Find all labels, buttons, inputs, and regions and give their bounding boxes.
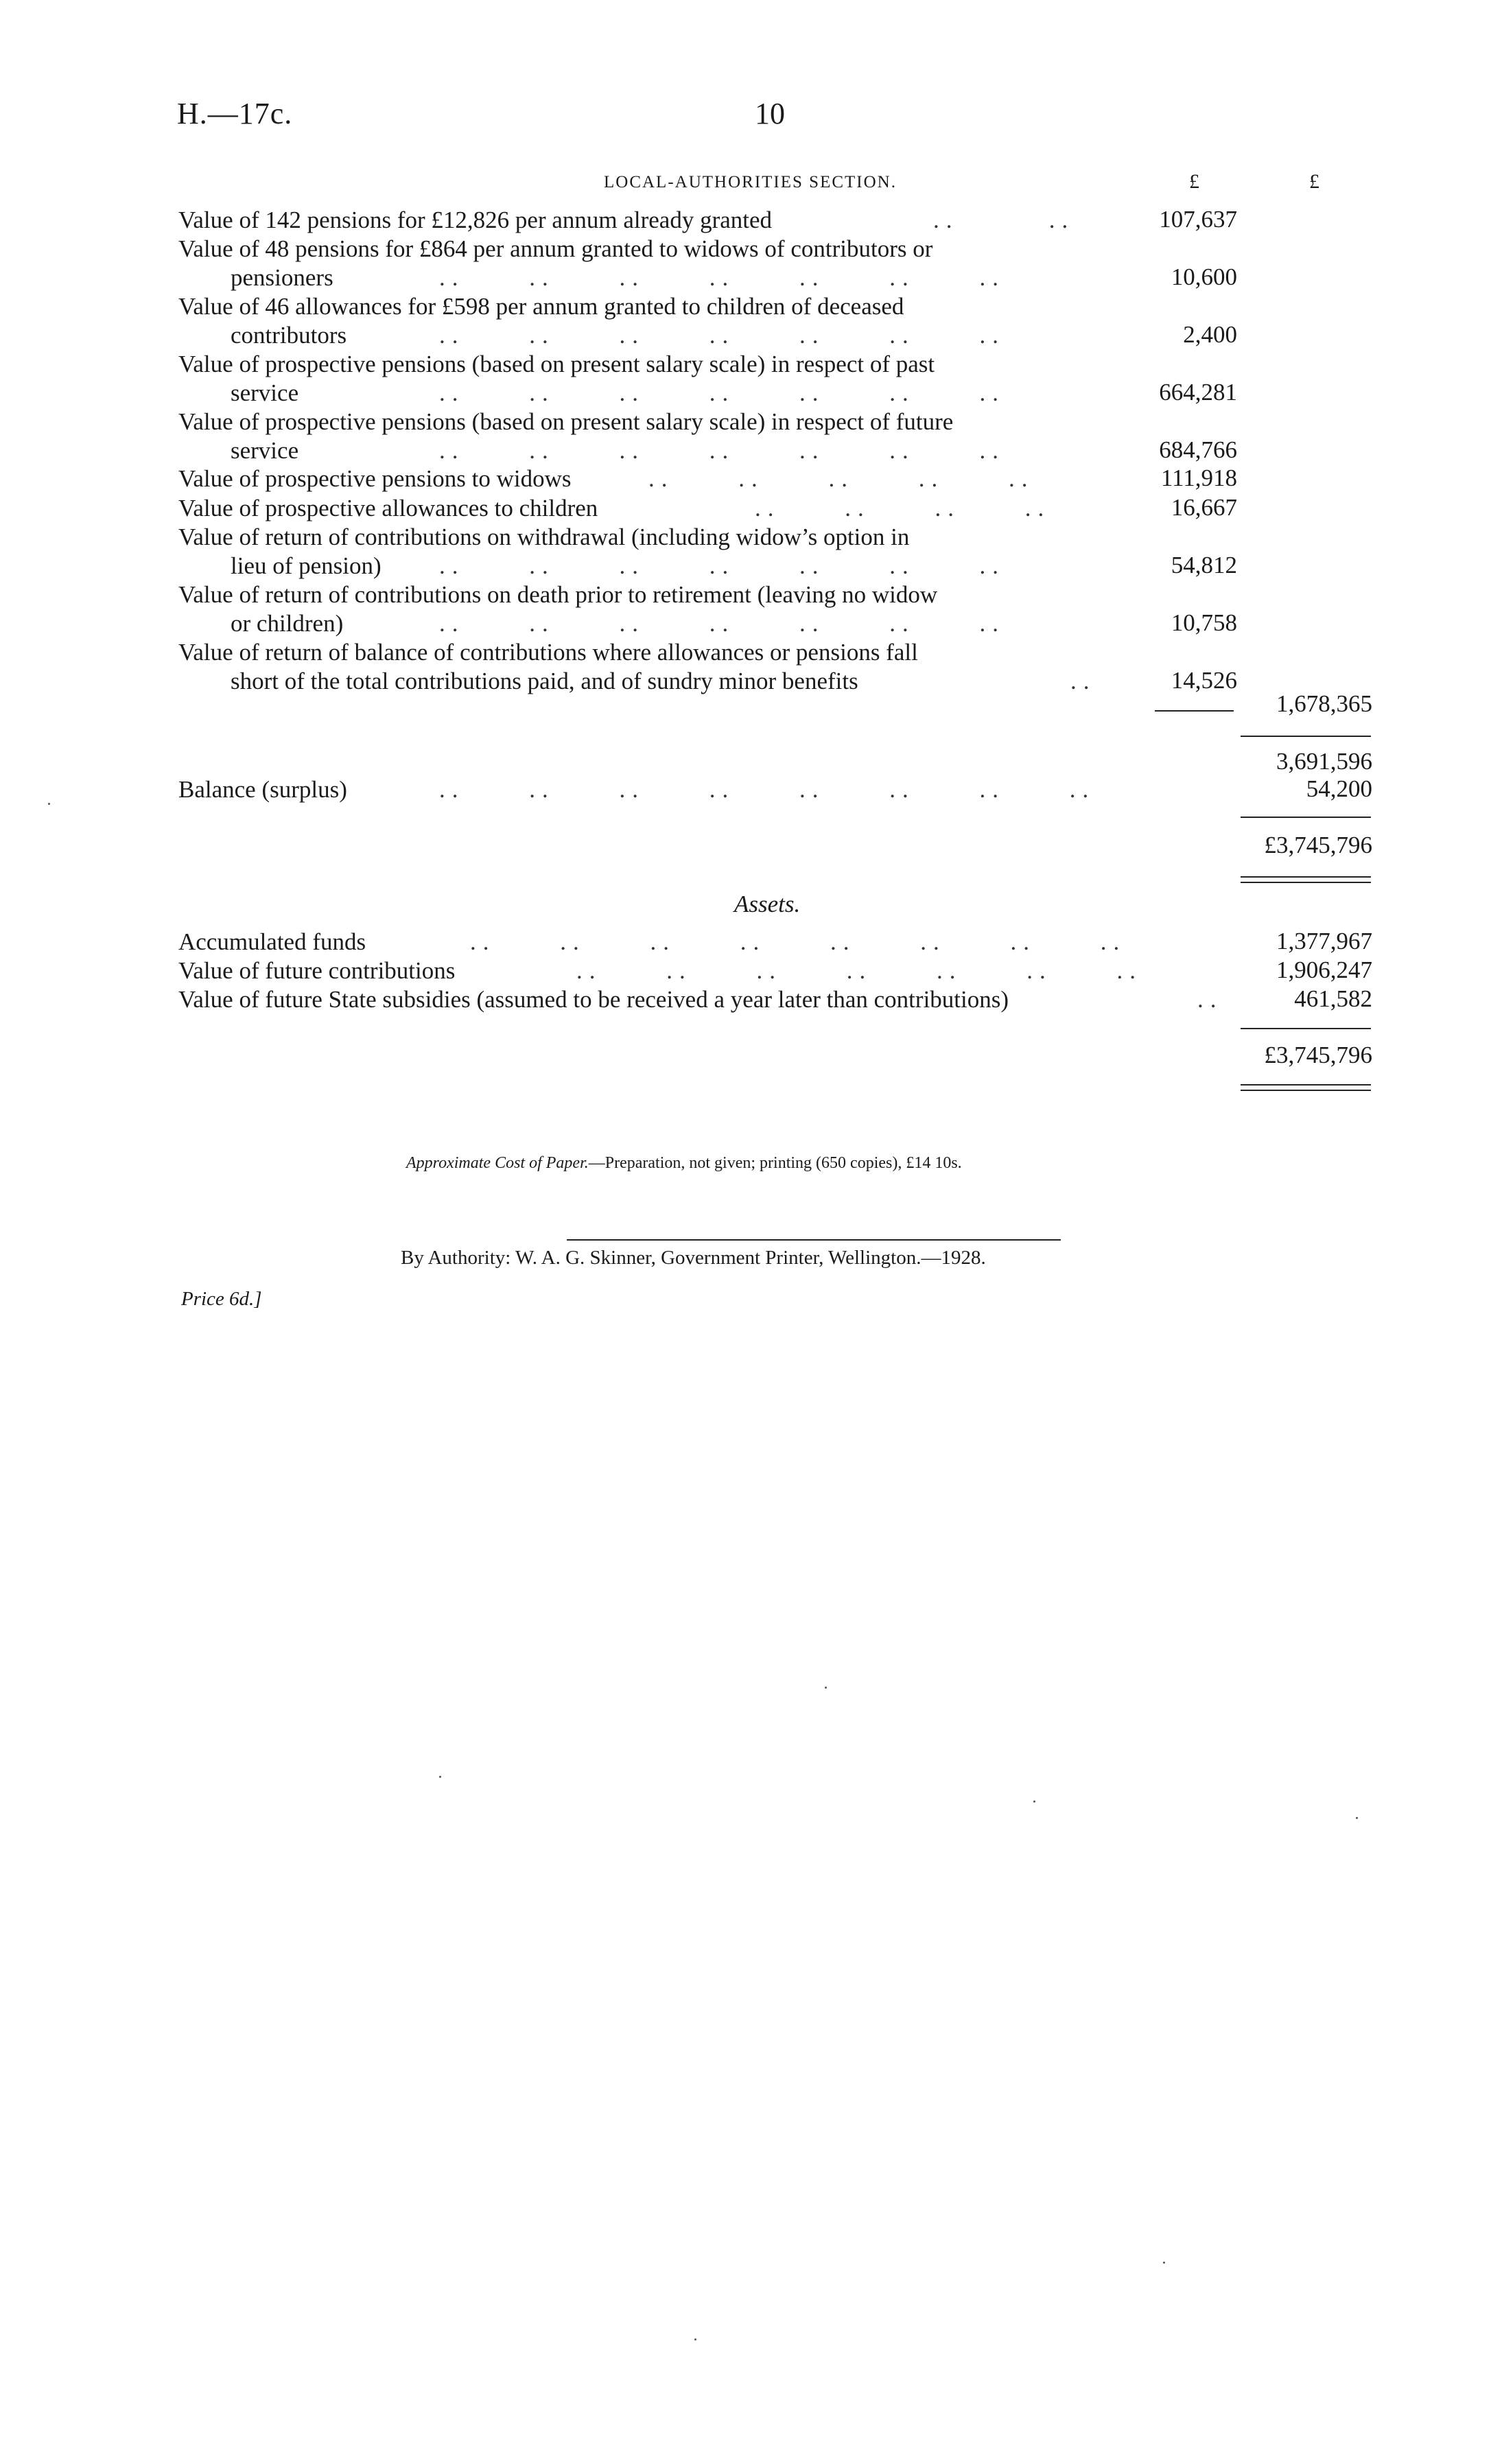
balance-underline [1241, 817, 1371, 818]
dot-leader: .. .. .. .. .. .. .. [439, 322, 1005, 349]
authority-line: By Authority: W. A. G. Skinner, Government Printer, Wellington.—1928. [401, 1247, 986, 1269]
liability-label: Value of prospective pensions (based on present salary scale) in respect of past [178, 351, 935, 377]
liability-label: Value of 48 pensions for £864 per annum granted to widows of contributors or [178, 235, 933, 262]
section-title: LOCAL-AUTHORITIES SECTION. [604, 173, 897, 191]
subtotal-underline [1241, 736, 1371, 737]
liability-label: Value of prospective allowances to children [178, 495, 598, 521]
liability-label: Value of 142 pensions for £12,826 per annum already granted [178, 207, 773, 233]
liabilities-grand-total: £3,745,796 [1264, 832, 1372, 858]
scan-speck [825, 1687, 827, 1689]
liability-label-continuation: contributors [231, 322, 347, 349]
asset-value: 1,906,247 [1276, 957, 1372, 983]
liability-value: 684,766 [1159, 436, 1237, 463]
dot-leader: .. .. .. .. .. .. .. [439, 264, 1005, 291]
dot-leader: .. .. .. .. .. .. .. [439, 379, 1005, 406]
asset-value: 1,377,967 [1276, 928, 1372, 954]
liability-label: Value of prospective pensions (based on present salary scale) in respect of future [178, 408, 954, 435]
asset-value: 461,582 [1294, 985, 1372, 1012]
cost-note-label: Approximate Cost of Paper. [406, 1154, 589, 1172]
scan-speck [1033, 1800, 1035, 1803]
liability-label: Value of return of contributions on death prior to retirement (leaving no widow [178, 581, 938, 608]
liability-label: Value of 46 allowances for £598 per annum granted to children of deceased [178, 293, 904, 320]
liability-label-continuation: service [231, 437, 299, 464]
dot-leader: .. .. .. .. .. .. .. [439, 552, 1005, 579]
liability-value: 111,918 [1160, 465, 1237, 491]
liability-label: Value of prospective pensions to widows [178, 465, 572, 492]
assets-double-rule [1241, 1084, 1371, 1091]
balance-value: 54,200 [1306, 775, 1372, 802]
price-line: Price 6d.] [181, 1288, 262, 1310]
assets-heading: Assets. [734, 891, 801, 917]
balance-label: Balance (surplus) [178, 776, 347, 803]
liability-label-continuation: lieu of pension) [231, 552, 381, 579]
liability-label: Value of return of contributions on withdrawal (including widow’s option in [178, 524, 910, 550]
dot-leader: .. .. .. .. .. .. .. [576, 957, 1142, 984]
currency-header-col2: £ [1309, 170, 1319, 193]
liabilities-double-rule [1241, 876, 1371, 883]
liability-value: 14,526 [1171, 667, 1237, 694]
dot-leader: .. .. .. .. .. .. .. .. [470, 928, 1127, 955]
liability-value: 54,812 [1171, 552, 1237, 578]
asset-label: Value of future State subsidies (assumed to be received a year later than contributions) [178, 986, 1009, 1013]
liability-label-continuation: pensioners [231, 264, 333, 291]
liability-value: 2,400 [1183, 321, 1237, 348]
dot-leader: .. .. [933, 207, 1075, 233]
scan-speck [694, 2338, 696, 2340]
scan-speck [439, 1776, 441, 1778]
scan-speck [1356, 1817, 1358, 1819]
scan-speck [1163, 2262, 1165, 2264]
dot-leader: .. .. .. .. [755, 495, 1051, 521]
assets-total: £3,745,796 [1264, 1042, 1372, 1068]
cost-note-text: —Preparation, not given; printing (650 copies), £14 10s. [588, 1154, 962, 1172]
scan-speck [48, 803, 50, 805]
asset-label: Accumulated funds [178, 928, 366, 955]
liability-value: 107,637 [1159, 206, 1237, 233]
asset-label: Value of future contributions [178, 957, 456, 984]
dot-leader: .. .. .. .. .. [648, 465, 1035, 492]
liability-label-continuation: short of the total contributions paid, and of sundry minor benefits [231, 668, 858, 694]
liability-value: 10,758 [1171, 609, 1237, 636]
liability-label-continuation: or children) [231, 610, 344, 637]
page-number: 10 [755, 97, 785, 130]
liability-label: Value of return of balance of contributions where allowances or pensions fall [178, 639, 918, 666]
liability-value: 16,667 [1171, 494, 1237, 521]
assets-underline [1241, 1028, 1371, 1029]
dot-leader: .. [1070, 668, 1096, 694]
cost-note [406, 1154, 962, 1173]
liability-label-continuation: service [231, 379, 299, 406]
dot-leader: .. [1197, 986, 1223, 1013]
footer-rule [567, 1239, 1061, 1241]
document-reference: H.—17c. [177, 97, 293, 130]
liability-value: 664,281 [1159, 379, 1237, 406]
total-before-balance: 3,691,596 [1276, 748, 1372, 775]
liability-value: 10,600 [1171, 263, 1237, 290]
dot-leader: .. .. .. .. .. .. .. [439, 610, 1005, 637]
balance-leader: .. .. .. .. .. .. .. .. [439, 776, 1096, 803]
dot-leader: .. .. .. .. .. .. .. [439, 437, 1005, 464]
currency-header-col1: £ [1189, 170, 1199, 193]
subtotal-value: 1,678,365 [1276, 690, 1372, 717]
